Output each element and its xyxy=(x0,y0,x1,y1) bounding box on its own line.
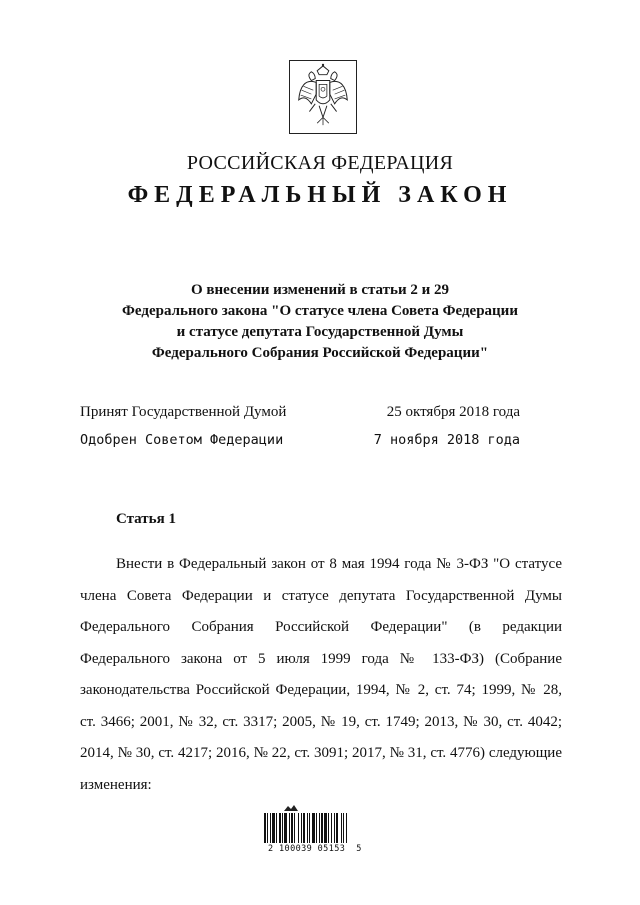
barcode-bars xyxy=(262,813,382,843)
article-line: 2014, № 30, ст. 4217; 2016, № 22, ст. 3091; 2017, № 31, ст. 4776) следующие xyxy=(80,745,562,761)
law-title-line: О внесении изменений в статьи 2 и 29 xyxy=(191,282,449,298)
council-approval-label: Одобрен Советом Федерации xyxy=(80,432,284,448)
article-line: ст. 3466; 2001, № 32, ст. 3317; 2005, № 19, ст. 1749; 2013, № 30, ст. 4042; xyxy=(80,713,562,730)
law-title-line: Федерального Собрания Российской Федерации" xyxy=(151,345,489,361)
document-type: ФЕДЕРАЛЬНЫЙ ЗАКОН xyxy=(127,182,513,208)
article-line: законодательства Российской Федерации, 1994, № 2, ст. 74; 1999, № 28, xyxy=(80,682,562,698)
article-line: Федерального закона от 5 июля 1999 года № 133-ФЗ) (Собрание xyxy=(80,650,562,667)
article-line: члена Совета Федерации и статусе депутата Государственной Думы xyxy=(80,587,562,604)
council-approval-date: 7 ноября 2018 года xyxy=(373,432,520,448)
law-title-line: и статусе депутата Государственной Думы xyxy=(176,324,464,340)
barcode-number: 2 100039 05153 5 xyxy=(268,844,362,854)
article-heading: Статья 1 xyxy=(116,511,176,527)
law-title xyxy=(0,280,640,364)
duma-adoption-date: 25 октября 2018 года xyxy=(386,404,520,420)
double-headed-eagle-icon xyxy=(290,61,356,133)
country-name: РОССИЙСКАЯ ФЕДЕРАЦИЯ xyxy=(186,152,454,174)
article-line: Федерального Собрания Российской Федерации" (в редакции xyxy=(80,619,562,635)
duma-adoption-label: Принят Государственной Думой xyxy=(80,404,287,420)
article-body xyxy=(80,549,562,801)
article-line: изменения: xyxy=(80,776,152,793)
coat-of-arms-emblem xyxy=(289,60,357,134)
article-line: Внести в Федеральный закон от 8 мая 1994 года № 3-ФЗ "О статусе xyxy=(116,556,562,572)
law-title-line: Федерального закона "О статусе члена Совета Федерации xyxy=(122,303,518,319)
barcode-mark-icon xyxy=(282,803,300,813)
